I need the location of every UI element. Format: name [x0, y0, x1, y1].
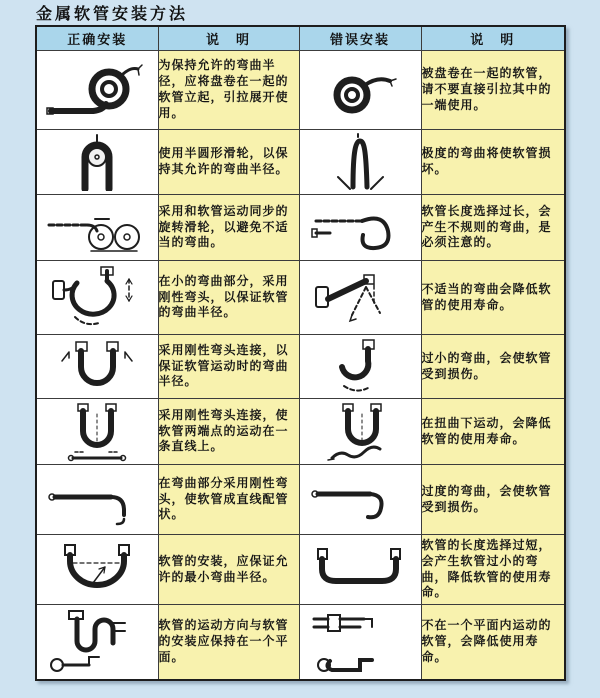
- correct-image-cell: [36, 335, 158, 399]
- wrong-description: 在扭曲下运动，会降低软管的使用寿命。: [421, 399, 565, 465]
- correct-image-cell: [36, 130, 158, 195]
- header-row: [36, 26, 565, 51]
- correct-description: 采用刚性弯头连接，使软管两端点的运动在一条直线上。: [158, 399, 299, 465]
- table-row: [36, 465, 565, 535]
- wrong-image-cell: [299, 605, 421, 680]
- correct-description: 软管的安装，应保证允许的最小弯曲半径。: [158, 535, 299, 605]
- correct-image-cell: [36, 261, 158, 335]
- hose-over-pulley-icon: [45, 133, 149, 191]
- header-description-1: 说 明: [158, 26, 299, 51]
- header-correct-install: 正确安装: [36, 26, 158, 51]
- minimum-bend-radius-icon: [43, 539, 151, 601]
- correct-description: 为保持允许的弯曲半径，应将盘卷在一起的软管立起，引拉展开使用。: [158, 51, 299, 130]
- installation-table: [35, 25, 566, 681]
- wrong-image-cell: [299, 261, 421, 335]
- table-row: [36, 535, 565, 605]
- table-row: [36, 195, 565, 261]
- wrong-description: 被盘卷在一起的软管，请不要直接引拉其中的一端使用。: [421, 51, 565, 130]
- too-small-hook-bend-icon: [308, 338, 412, 396]
- correct-description: 软管的运动方向与软管的安装应保持在一个平面。: [158, 605, 299, 680]
- standing-coil-unrolled-hose-icon: [45, 59, 149, 121]
- wrong-description: 过度的弯曲，会使软管受到损伤。: [421, 465, 565, 535]
- correct-description: 在小的弯曲部分，采用刚性弯头，以保证软管的弯曲半径。: [158, 261, 299, 335]
- correct-image-cell: [36, 195, 158, 261]
- correct-image-cell: [36, 535, 158, 605]
- coil-pulled-from-end-icon: [308, 59, 412, 121]
- wrong-image-cell: [299, 535, 421, 605]
- rigid-elbow-u-hose-icon: [45, 338, 149, 396]
- too-short-flat-u-icon: [306, 539, 414, 601]
- table-row: [36, 130, 565, 195]
- correct-image-cell: [36, 465, 158, 535]
- header-wrong-install: 错误安装: [299, 26, 421, 51]
- wrong-description: 软管长度选择过长，会产生不规则的弯曲，是必须注意的。: [421, 195, 565, 261]
- wrong-image-cell: [299, 51, 421, 130]
- table-row: [36, 335, 565, 399]
- improper-sharp-bend-icon: [308, 265, 412, 331]
- wrong-description: 不适当的弯曲会降低软管的使用寿命。: [421, 261, 565, 335]
- correct-image-cell: [36, 51, 158, 130]
- correct-image-cell: [36, 605, 158, 680]
- overbent-hose-end-icon: [306, 472, 414, 528]
- table-row: [36, 605, 565, 680]
- rigid-elbow-small-bend-icon: [45, 265, 149, 331]
- wrong-description: 极度的弯曲将使软管损坏。: [421, 130, 565, 195]
- u-hose-twisted-icon: [308, 402, 412, 462]
- out-of-plane-motion-icon: [306, 609, 414, 675]
- page-title: 金属软管安装方法: [36, 4, 189, 23]
- correct-description: 采用刚性弯头连接，以保证软管运动时的弯曲半径。: [158, 335, 299, 399]
- correct-description: 使用半圆形滑轮，以保持其允许的弯曲半径。: [158, 130, 299, 195]
- wrong-image-cell: [299, 195, 421, 261]
- table-row: [36, 51, 565, 130]
- wrong-description: 不在一个平面内运动的软管，会降低使用寿命。: [421, 605, 565, 680]
- correct-description: 采用和软管运动同步的旋转滑轮，以避免不适当的弯曲。: [158, 195, 299, 261]
- u-hose-in-line-icon: [45, 402, 149, 462]
- sharply-folded-hose-icon: [308, 133, 412, 191]
- correct-image-cell: [36, 399, 158, 465]
- table-row: [36, 399, 565, 465]
- header-description-2: 说 明: [421, 26, 565, 51]
- wrong-description: 过小的弯曲，会使软管受到损伤。: [421, 335, 565, 399]
- wrong-image-cell: [299, 130, 421, 195]
- straight-piping-elbow-icon: [43, 472, 151, 528]
- overlong-hose-loop-icon: [308, 199, 412, 257]
- one-plane-motion-icon: [43, 609, 151, 675]
- wrong-image-cell: [299, 399, 421, 465]
- rotating-pulleys-icon: [43, 199, 151, 257]
- table-row: [36, 261, 565, 335]
- wrong-description: 软管的长度选择过短，会产生软管过小的弯曲，降低软管的使用寿命。: [421, 535, 565, 605]
- wrong-image-cell: [299, 335, 421, 399]
- correct-description: 在弯曲部分采用刚性弯头，使软管成直线配管状。: [158, 465, 299, 535]
- wrong-image-cell: [299, 465, 421, 535]
